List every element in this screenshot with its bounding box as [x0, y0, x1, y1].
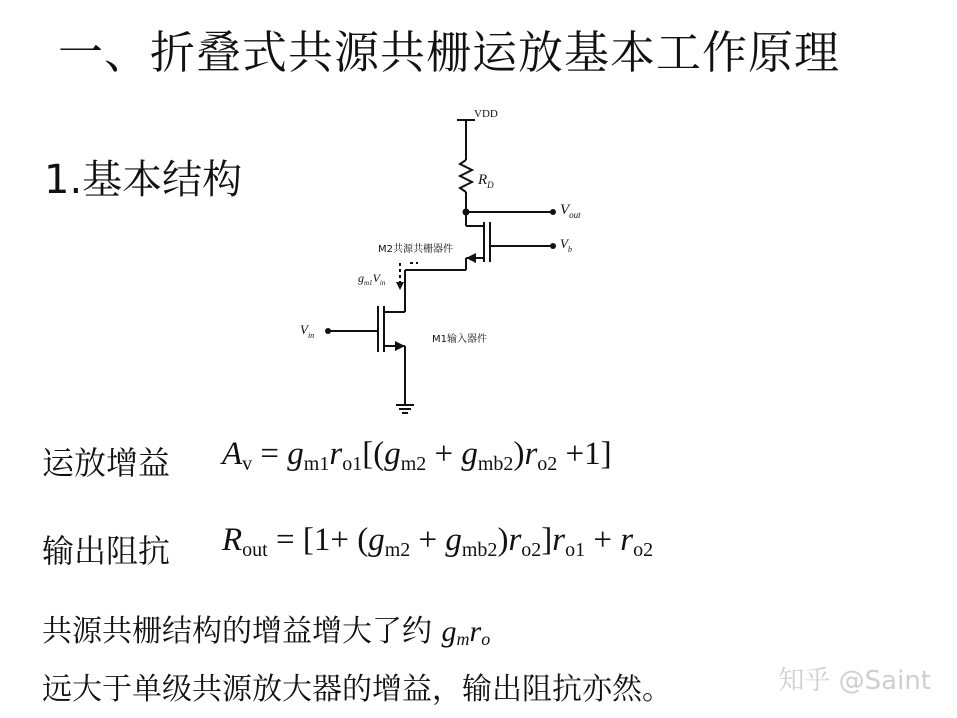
current-label: $g_{m1}V_{in}$	[358, 271, 386, 287]
note-gain-increase: 共源共栅结构的增益增大了约 $g_mr_o$	[42, 614, 491, 649]
gain-formula: $A_v = g_{m1}r_{o1}[(g_{m2} + g_{mb2})r_{o2} +1]$	[222, 436, 612, 475]
svg-text:RD: $R_D$	[478, 172, 494, 190]
vdd-label: VDD	[474, 108, 498, 120]
resistor-rd	[460, 160, 472, 192]
vout-label: V	[560, 202, 570, 218]
rout-formula: $R_{out} = [1+ (g_{m2} + g_{mb2})r_{o2}]r_{o1} + r_{o2}$	[222, 522, 654, 561]
svg-text:Vin: $V_{in}$	[300, 322, 315, 340]
m1-label: M1输入器件	[432, 334, 487, 345]
m2-label: M2共源共栅器件	[378, 244, 453, 255]
svg-text:Vout: $V_{out}$	[560, 202, 581, 220]
note-comparison: 远大于单级共源放大器的增益，输出阻抗亦然。	[42, 672, 672, 707]
page-title: 一、折叠式共源共栅运放基本工作原理	[58, 26, 841, 79]
vin-terminal	[325, 328, 331, 334]
section-heading: 1.基本结构	[44, 157, 243, 203]
watermark: 知乎 @Saint	[778, 666, 931, 696]
arrow-down-icon	[396, 282, 404, 290]
svg-text:Vb: $V_b$	[560, 236, 572, 254]
gain-label: 运放增益	[42, 444, 171, 482]
vout-terminal	[550, 209, 556, 215]
rout-label: 输出阻抗	[42, 532, 171, 570]
rd-label: R	[478, 172, 488, 188]
vb-terminal	[550, 243, 556, 249]
vout-node	[463, 209, 470, 216]
m2-source-arrow	[466, 253, 476, 263]
vin-label: V	[300, 322, 308, 337]
vb-label: V	[560, 236, 568, 251]
m1-source-arrow	[395, 341, 405, 351]
